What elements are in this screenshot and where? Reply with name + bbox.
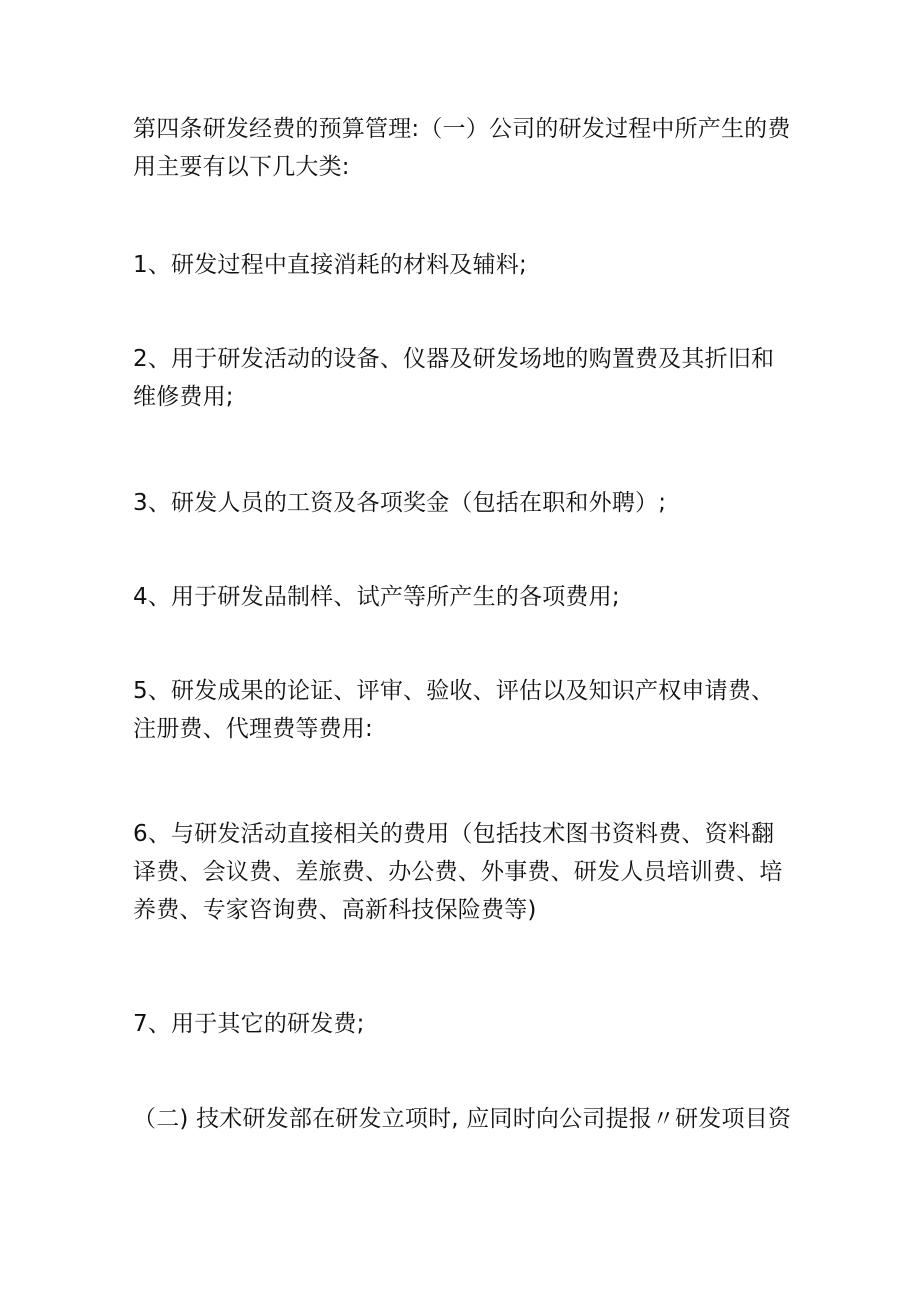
paragraph-article-4-intro: 第四条研发经费的预算管理:（一）公司的研发过程中所产生的费用主要有以下几大类: [133,116,791,180]
paragraph-section-2: （二) 技术研发部在研发立项时, 应同时向公司提报〃研发项目资 [133,1106,792,1132]
list-item-7: 7、用于其它的研发费; [133,1011,365,1037]
list-item-6: 6、与研发活动直接相关的费用（包括技术图书资料费、资料翻译费、会议费、差旅费、办公费、外事费、研发人员培训费、培养费、专家咨询费、高新科技保险费等) [133,821,783,923]
list-item-4: 4、用于研发品制样、试产等所产生的各项费用; [133,584,620,610]
list-item-3: 3、研发人员的工资及各项奖金（包括在职和外聘）; [133,490,667,516]
list-item-5: 5、研发成果的论证、评审、验收、评估以及知识产权申请费、注册费、代理费等费用: [133,678,775,742]
list-item-2: 2、用于研发活动的设备、仪器及研发场地的购置费及其折旧和维修费用; [133,346,775,410]
list-item-1: 1、研发过程中直接消耗的材料及辅料; [133,252,527,278]
